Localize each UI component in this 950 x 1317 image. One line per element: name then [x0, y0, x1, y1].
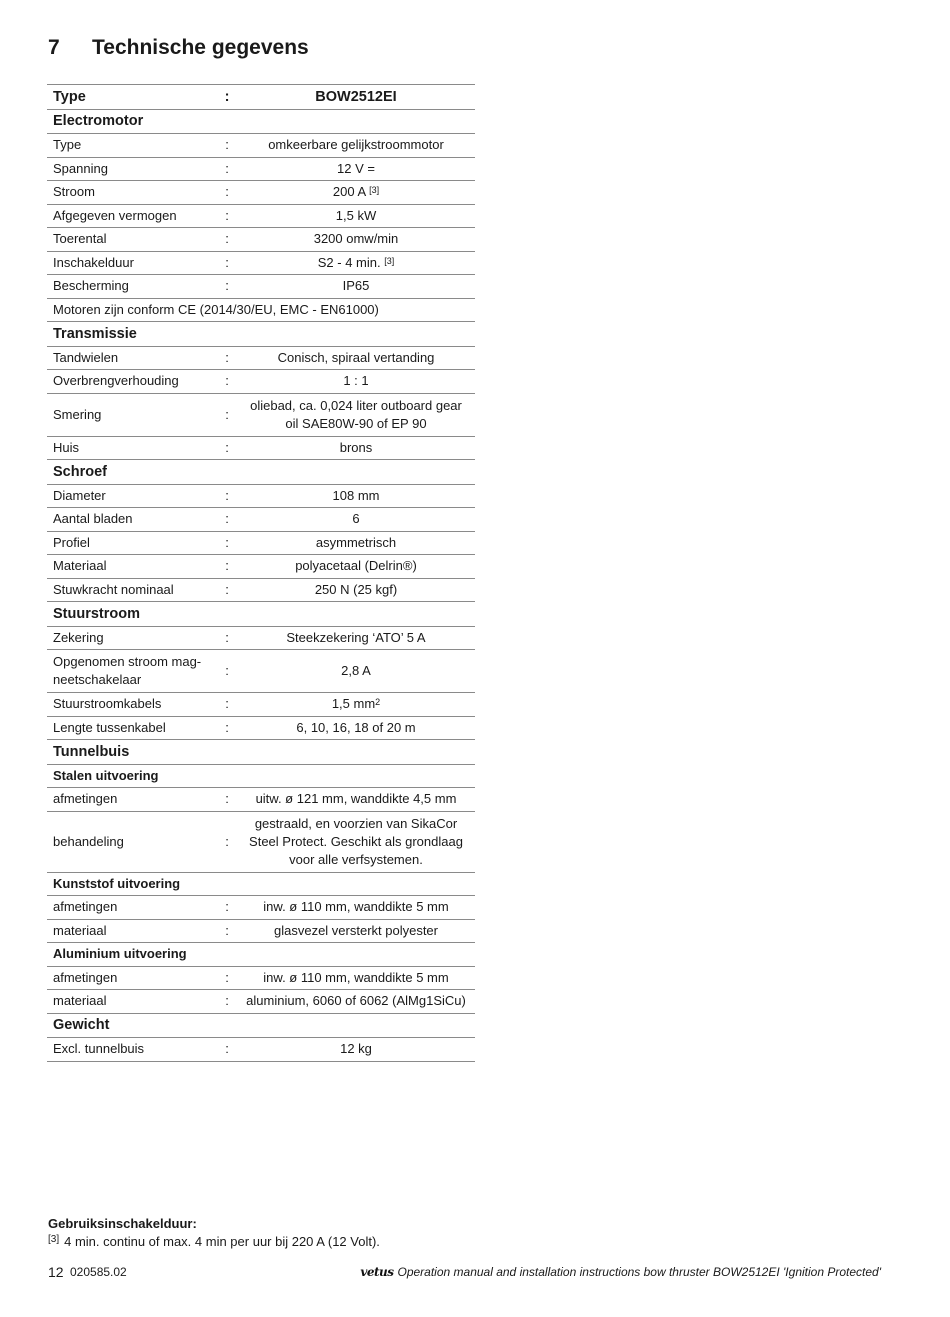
row-label: materiaal [47, 990, 217, 1014]
footnote-ref: [3] [369, 185, 380, 196]
group-title: Tunnelbuis [47, 740, 475, 765]
colon: : [217, 788, 237, 812]
row-value: 6, 10, 16, 18 of 20 m [237, 716, 475, 740]
row-label: Zekering [47, 626, 217, 650]
row-label: Bescherming [47, 275, 217, 299]
row-label: Type [47, 134, 217, 158]
colon: : [217, 919, 237, 943]
table-row [47, 436, 475, 460]
table-row [47, 251, 475, 275]
table-header-row [47, 85, 475, 110]
footer-title-block [360, 1265, 881, 1279]
group-header-tunnelbuis [47, 740, 475, 765]
table-row [47, 531, 475, 555]
row-value: asymmetrisch [237, 531, 475, 555]
row-value: brons [237, 436, 475, 460]
group-title: Electromotor [47, 109, 475, 134]
colon: : [217, 555, 237, 579]
table-row [47, 370, 475, 394]
row-label: Huis [47, 436, 217, 460]
section-number: 7 [48, 36, 60, 59]
table-row [47, 508, 475, 532]
unit-superscript: 2 [375, 697, 381, 708]
label-line: Opgenomen stroom mag- [53, 654, 202, 669]
value-line: voor alle verfsystemen. [289, 851, 423, 867]
row-value: polyacetaal (Delrin®) [237, 555, 475, 579]
subgroup-title: Aluminium uitvoering [47, 943, 475, 967]
colon: : [217, 370, 237, 394]
footnote-text: 4 min. continu of max. 4 min per uur bij 220 A (12 Volt). [64, 1234, 380, 1249]
colon: : [217, 896, 237, 920]
row-value: 6 [237, 508, 475, 532]
section-title: Technische gegevens [92, 36, 309, 59]
colon: : [217, 811, 237, 872]
colon: : [217, 181, 237, 205]
footer-title: Operation manual and installation instructions bow thruster BOW2512EI 'Ignition Protected' [397, 1265, 881, 1279]
row-value: 2,8 A [237, 650, 475, 693]
row-value [237, 181, 475, 205]
colon: : [217, 626, 237, 650]
row-label: behandeling [47, 811, 217, 872]
table-row [47, 346, 475, 370]
row-label: Overbrengverhouding [47, 370, 217, 394]
table-row [47, 1038, 475, 1062]
footnote-mark: [3] [48, 1234, 60, 1245]
row-label: Tandwielen [47, 346, 217, 370]
table-row [47, 811, 475, 872]
row-value: 108 mm [237, 484, 475, 508]
colon: : [217, 228, 237, 252]
row-label: materiaal [47, 919, 217, 943]
row-value: IP65 [237, 275, 475, 299]
row-label: Diameter [47, 484, 217, 508]
table-row [47, 393, 475, 436]
footnote-line [48, 1234, 380, 1249]
subgroup-header-kunststof [47, 872, 475, 896]
group-header-electromotor [47, 109, 475, 134]
table-row [47, 228, 475, 252]
value-text: 200 A [332, 184, 366, 200]
group-title: Schroef [47, 460, 475, 485]
value-line: oil SAE80W-90 of EP 90 [285, 415, 427, 431]
row-value: 3200 omw/min [237, 228, 475, 252]
value-line: gestraald, en voorzien van SikaCor [254, 815, 458, 831]
row-value: aluminium, 6060 of 6062 (AlMg1SiCu) [237, 990, 475, 1014]
row-label: Lengte tussenkabel [47, 716, 217, 740]
row-label: Stroom [47, 181, 217, 205]
colon: : [217, 484, 237, 508]
row-value: inw. ø 110 mm, wanddikte 5 mm [237, 966, 475, 990]
table-row [47, 966, 475, 990]
colon: : [217, 693, 237, 717]
colon: : [217, 251, 237, 275]
table-row [47, 919, 475, 943]
table-row [47, 626, 475, 650]
table-row [47, 650, 475, 693]
value-line: Steel Protect. Geschikt als grondlaag [249, 833, 463, 849]
row-value: inw. ø 110 mm, wanddikte 5 mm [237, 896, 475, 920]
row-label: afmetingen [47, 788, 217, 812]
row-value: Conisch, spiraal vertanding [237, 346, 475, 370]
value-line: oliebad, ca. 0,024 liter outboard gear [250, 397, 462, 413]
row-label: Inschakelduur [47, 251, 217, 275]
row-label: Stuwkracht nominaal [47, 578, 217, 602]
value-text: 1,5 mm [331, 696, 376, 712]
group-title: Stuurstroom [47, 602, 475, 627]
row-value [237, 393, 475, 436]
document-number: 020585.02 [70, 1265, 127, 1279]
table-row [47, 275, 475, 299]
row-value: omkeerbare gelijkstroommotor [237, 134, 475, 158]
group-header-gewicht [47, 1013, 475, 1038]
colon: : [217, 1038, 237, 1062]
row-label: Afgegeven vermogen [47, 204, 217, 228]
table-row [47, 990, 475, 1014]
row-value: uitw. ø 121 mm, wanddikte 4,5 mm [237, 788, 475, 812]
row-value: 12 V = [237, 157, 475, 181]
row-label: Profiel [47, 531, 217, 555]
row-label: Materiaal [47, 555, 217, 579]
table-row [47, 555, 475, 579]
colon: : [217, 204, 237, 228]
table-row [47, 578, 475, 602]
subgroup-title: Stalen uitvoering [47, 764, 475, 788]
row-value: glasvezel versterkt polyester [237, 919, 475, 943]
vetus-logo: vetus [360, 1265, 394, 1279]
spec-table [47, 84, 475, 1062]
row-value: 1,5 kW [237, 204, 475, 228]
row-label: Excl. tunnelbuis [47, 1038, 217, 1062]
colon: : [217, 990, 237, 1014]
row-value: 1 : 1 [237, 370, 475, 394]
table-row [47, 716, 475, 740]
table-row [47, 788, 475, 812]
colon: : [217, 436, 237, 460]
header-label: Type [47, 85, 217, 110]
row-label: afmetingen [47, 966, 217, 990]
table-row [47, 134, 475, 158]
colon: : [217, 650, 237, 693]
colon: : [217, 275, 237, 299]
conformity-note: Motoren zijn conform CE (2014/30/EU, EMC - EN61000) [47, 298, 475, 322]
row-label: Smering [47, 393, 217, 436]
table-row [47, 896, 475, 920]
colon: : [217, 393, 237, 436]
row-label: Spanning [47, 157, 217, 181]
footnote [48, 1216, 380, 1249]
colon: : [217, 716, 237, 740]
footnote-ref: [3] [384, 255, 395, 266]
colon: : [217, 85, 237, 110]
colon: : [217, 531, 237, 555]
section-heading [48, 36, 309, 60]
row-value: 12 kg [237, 1038, 475, 1062]
group-title: Gewicht [47, 1013, 475, 1038]
row-label: afmetingen [47, 896, 217, 920]
row-value [237, 251, 475, 275]
header-value: BOW2512EI [237, 85, 475, 110]
group-header-transmissie [47, 322, 475, 347]
table-row [47, 484, 475, 508]
row-value: 250 N (25 kgf) [237, 578, 475, 602]
label-line: neetschakelaar [53, 672, 142, 687]
row-value [237, 811, 475, 872]
group-title: Transmissie [47, 322, 475, 347]
colon: : [217, 346, 237, 370]
subgroup-header-staal [47, 764, 475, 788]
value-text: S2 - 4 min. [317, 254, 381, 270]
subgroup-header-aluminium [47, 943, 475, 967]
colon: : [217, 508, 237, 532]
row-label [47, 650, 217, 693]
table-row [47, 204, 475, 228]
colon: : [217, 134, 237, 158]
row-value: Steekzekering ‘ATO’ 5 A [237, 626, 475, 650]
colon: : [217, 966, 237, 990]
group-header-stuurstroom [47, 602, 475, 627]
row-label: Stuurstroomkabels [47, 693, 217, 717]
table-row [47, 298, 475, 322]
table-row [47, 181, 475, 205]
colon: : [217, 157, 237, 181]
page-number: 12 [48, 1264, 64, 1280]
row-label: Aantal bladen [47, 508, 217, 532]
row-value [237, 693, 475, 717]
table-row [47, 157, 475, 181]
colon: : [217, 578, 237, 602]
row-label: Toerental [47, 228, 217, 252]
group-header-schroef [47, 460, 475, 485]
footnote-title: Gebruiksinschakelduur: [48, 1216, 197, 1231]
page-footer [48, 1264, 881, 1282]
subgroup-title: Kunststof uitvoering [47, 872, 475, 896]
table-row [47, 693, 475, 717]
